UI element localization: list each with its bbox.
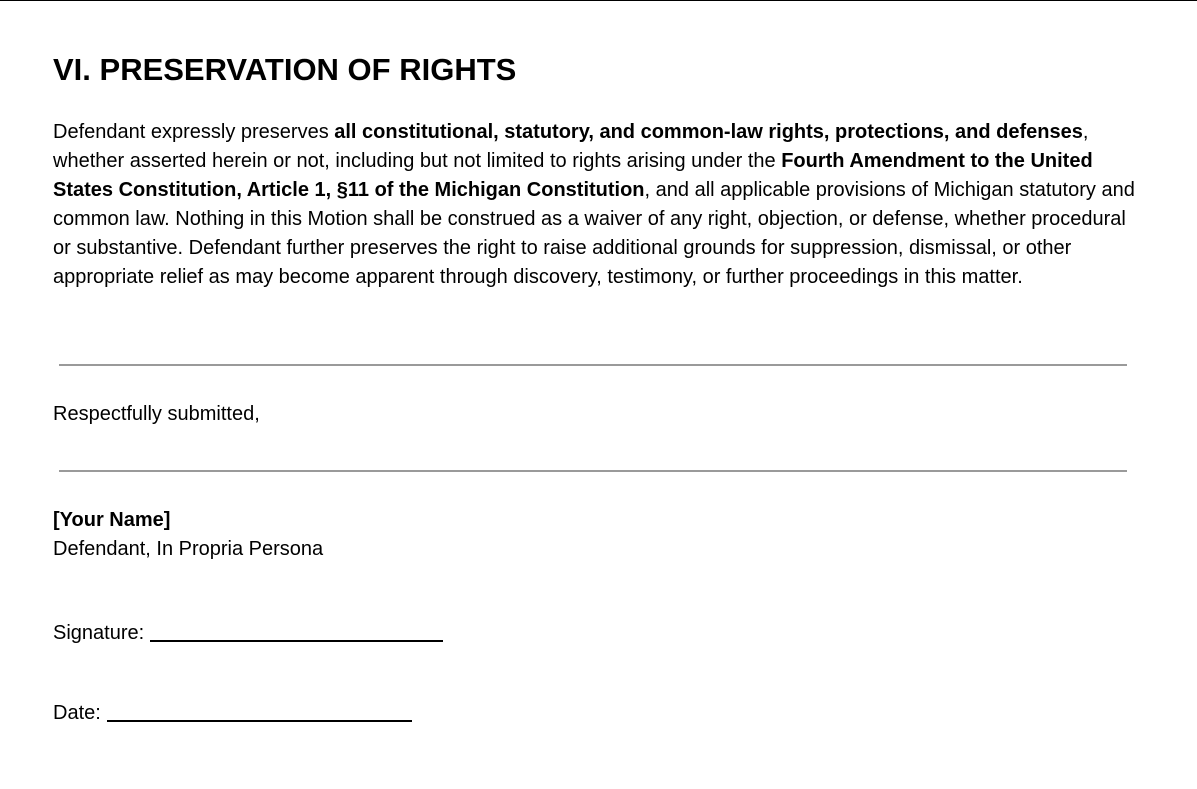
date-blank-line[interactable] [107, 700, 412, 722]
closing-text: Respectfully submitted, [53, 403, 260, 425]
signature-blank-line[interactable] [150, 620, 443, 642]
paragraph-text-1: Defendant expressly preserves [53, 121, 335, 143]
signature-label: Signature: [53, 622, 145, 644]
divider-line [59, 364, 1127, 366]
paragraph-bold-2: Fourth Amendment to the United States Constitution, Article 1, §11 of the Michigan Constitution [53, 150, 1093, 201]
paragraph-bold-1: all constitutional, statutory, and common-law rights, protections, and defenses [334, 121, 1083, 143]
top-border-rule [0, 0, 1197, 1]
signature-row [53, 617, 443, 648]
date-label: Date: [53, 702, 101, 724]
signer-role: Defendant, In Propria Persona [53, 538, 324, 560]
signer-name: [Your Name] [53, 509, 171, 531]
section-heading: VI. PRESERVATION OF RIGHTS [53, 52, 517, 87]
paragraph-text-3: , and all applicable provisions of Michigan statutory and common law. Nothing in this Motion shall be construed as a waiver of any right, objection, or defense, whether procedural or substantive. Defendant further preserves the right to raise additional grounds for suppression, dismissal, or other appropriate relief as may become apparent through discovery, testimony, or further proceedings in this matter. [53, 179, 1135, 288]
paragraph-text-2: , whether asserted herein or not, including but not limited to rights arising under the [53, 121, 1089, 172]
divider-line [59, 470, 1127, 472]
preservation-paragraph [53, 118, 1138, 292]
date-row [53, 697, 412, 728]
